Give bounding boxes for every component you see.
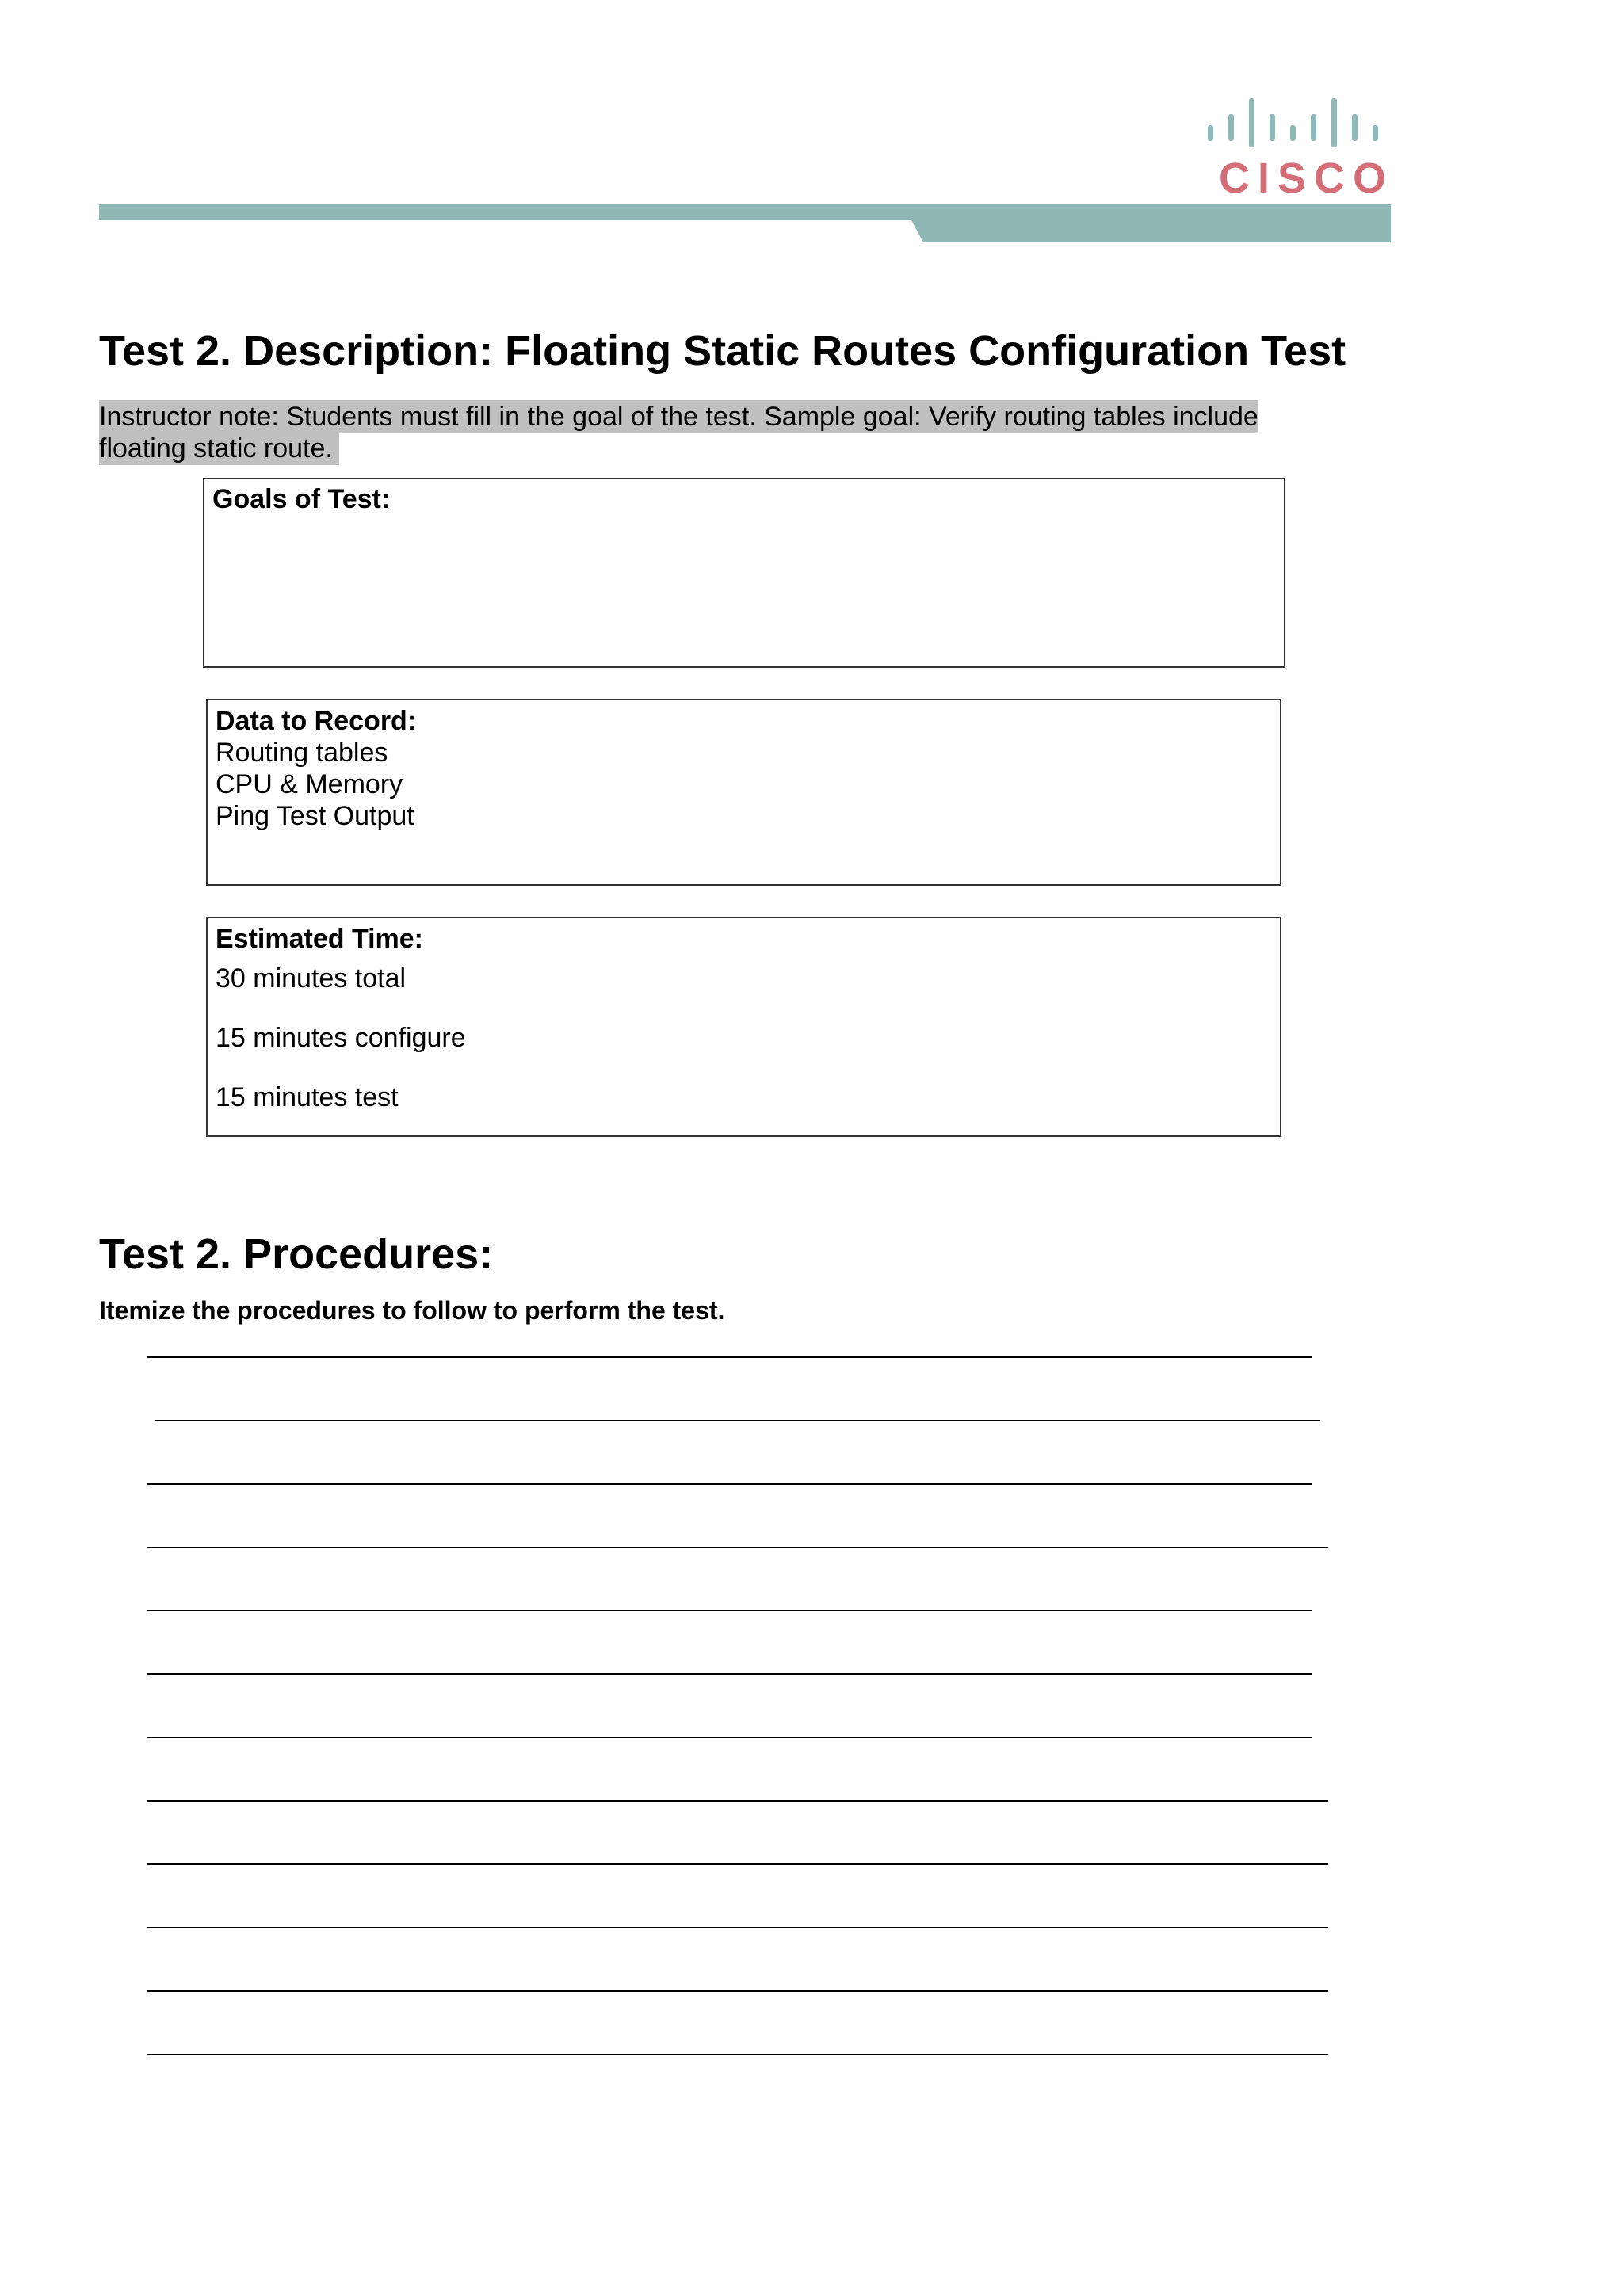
cisco-logo-text: CISCO [1219, 154, 1395, 202]
header-band [99, 204, 1391, 242]
data-to-record-box [206, 699, 1281, 886]
goals-box[interactable] [203, 478, 1285, 668]
time-item: 15 minutes configure [216, 1023, 466, 1053]
procedure-blank-line[interactable] [147, 1800, 1328, 1802]
estimated-time-label: Estimated Time: [216, 924, 424, 954]
procedure-blank-line[interactable] [147, 1610, 1312, 1611]
procedures-instruction: Itemize the procedures to follow to perform the test. [99, 1296, 725, 1325]
procedure-blank-line[interactable] [147, 1673, 1312, 1675]
data-item: CPU & Memory [216, 769, 403, 799]
data-to-record-label: Data to Record: [216, 706, 417, 736]
procedure-blank-line[interactable] [147, 1990, 1328, 1992]
estimated-time-box [206, 917, 1281, 1137]
cisco-logo [1195, 93, 1395, 204]
header-band-shape [99, 204, 1391, 242]
instructor-note [99, 401, 1319, 464]
procedure-blank-line[interactable] [147, 1483, 1312, 1485]
cisco-bars-icon [1195, 93, 1385, 151]
data-item: Routing tables [216, 738, 388, 768]
page-title: Test 2. Description: Floating Static Routes Configuration Test [99, 327, 1346, 375]
data-item: Ping Test Output [216, 801, 414, 831]
procedures-title: Test 2. Procedures: [99, 1230, 494, 1278]
procedure-blank-line[interactable] [155, 1420, 1320, 1421]
instructor-note-text: Instructor note: Students must fill in the goal of the test. Sample goal: Verify routing tables include floating static route. [99, 402, 1258, 463]
procedure-blank-line[interactable] [147, 1863, 1328, 1865]
goals-label: Goals of Test: [212, 484, 391, 514]
time-item: 15 minutes test [216, 1082, 399, 1112]
procedure-blank-line[interactable] [147, 1356, 1312, 1358]
procedure-blank-line[interactable] [147, 1547, 1328, 1548]
time-item: 30 minutes total [216, 963, 407, 994]
procedure-blank-line[interactable] [147, 1927, 1328, 1928]
procedure-blank-line[interactable] [147, 2054, 1328, 2055]
procedure-blank-line[interactable] [147, 1737, 1312, 1738]
